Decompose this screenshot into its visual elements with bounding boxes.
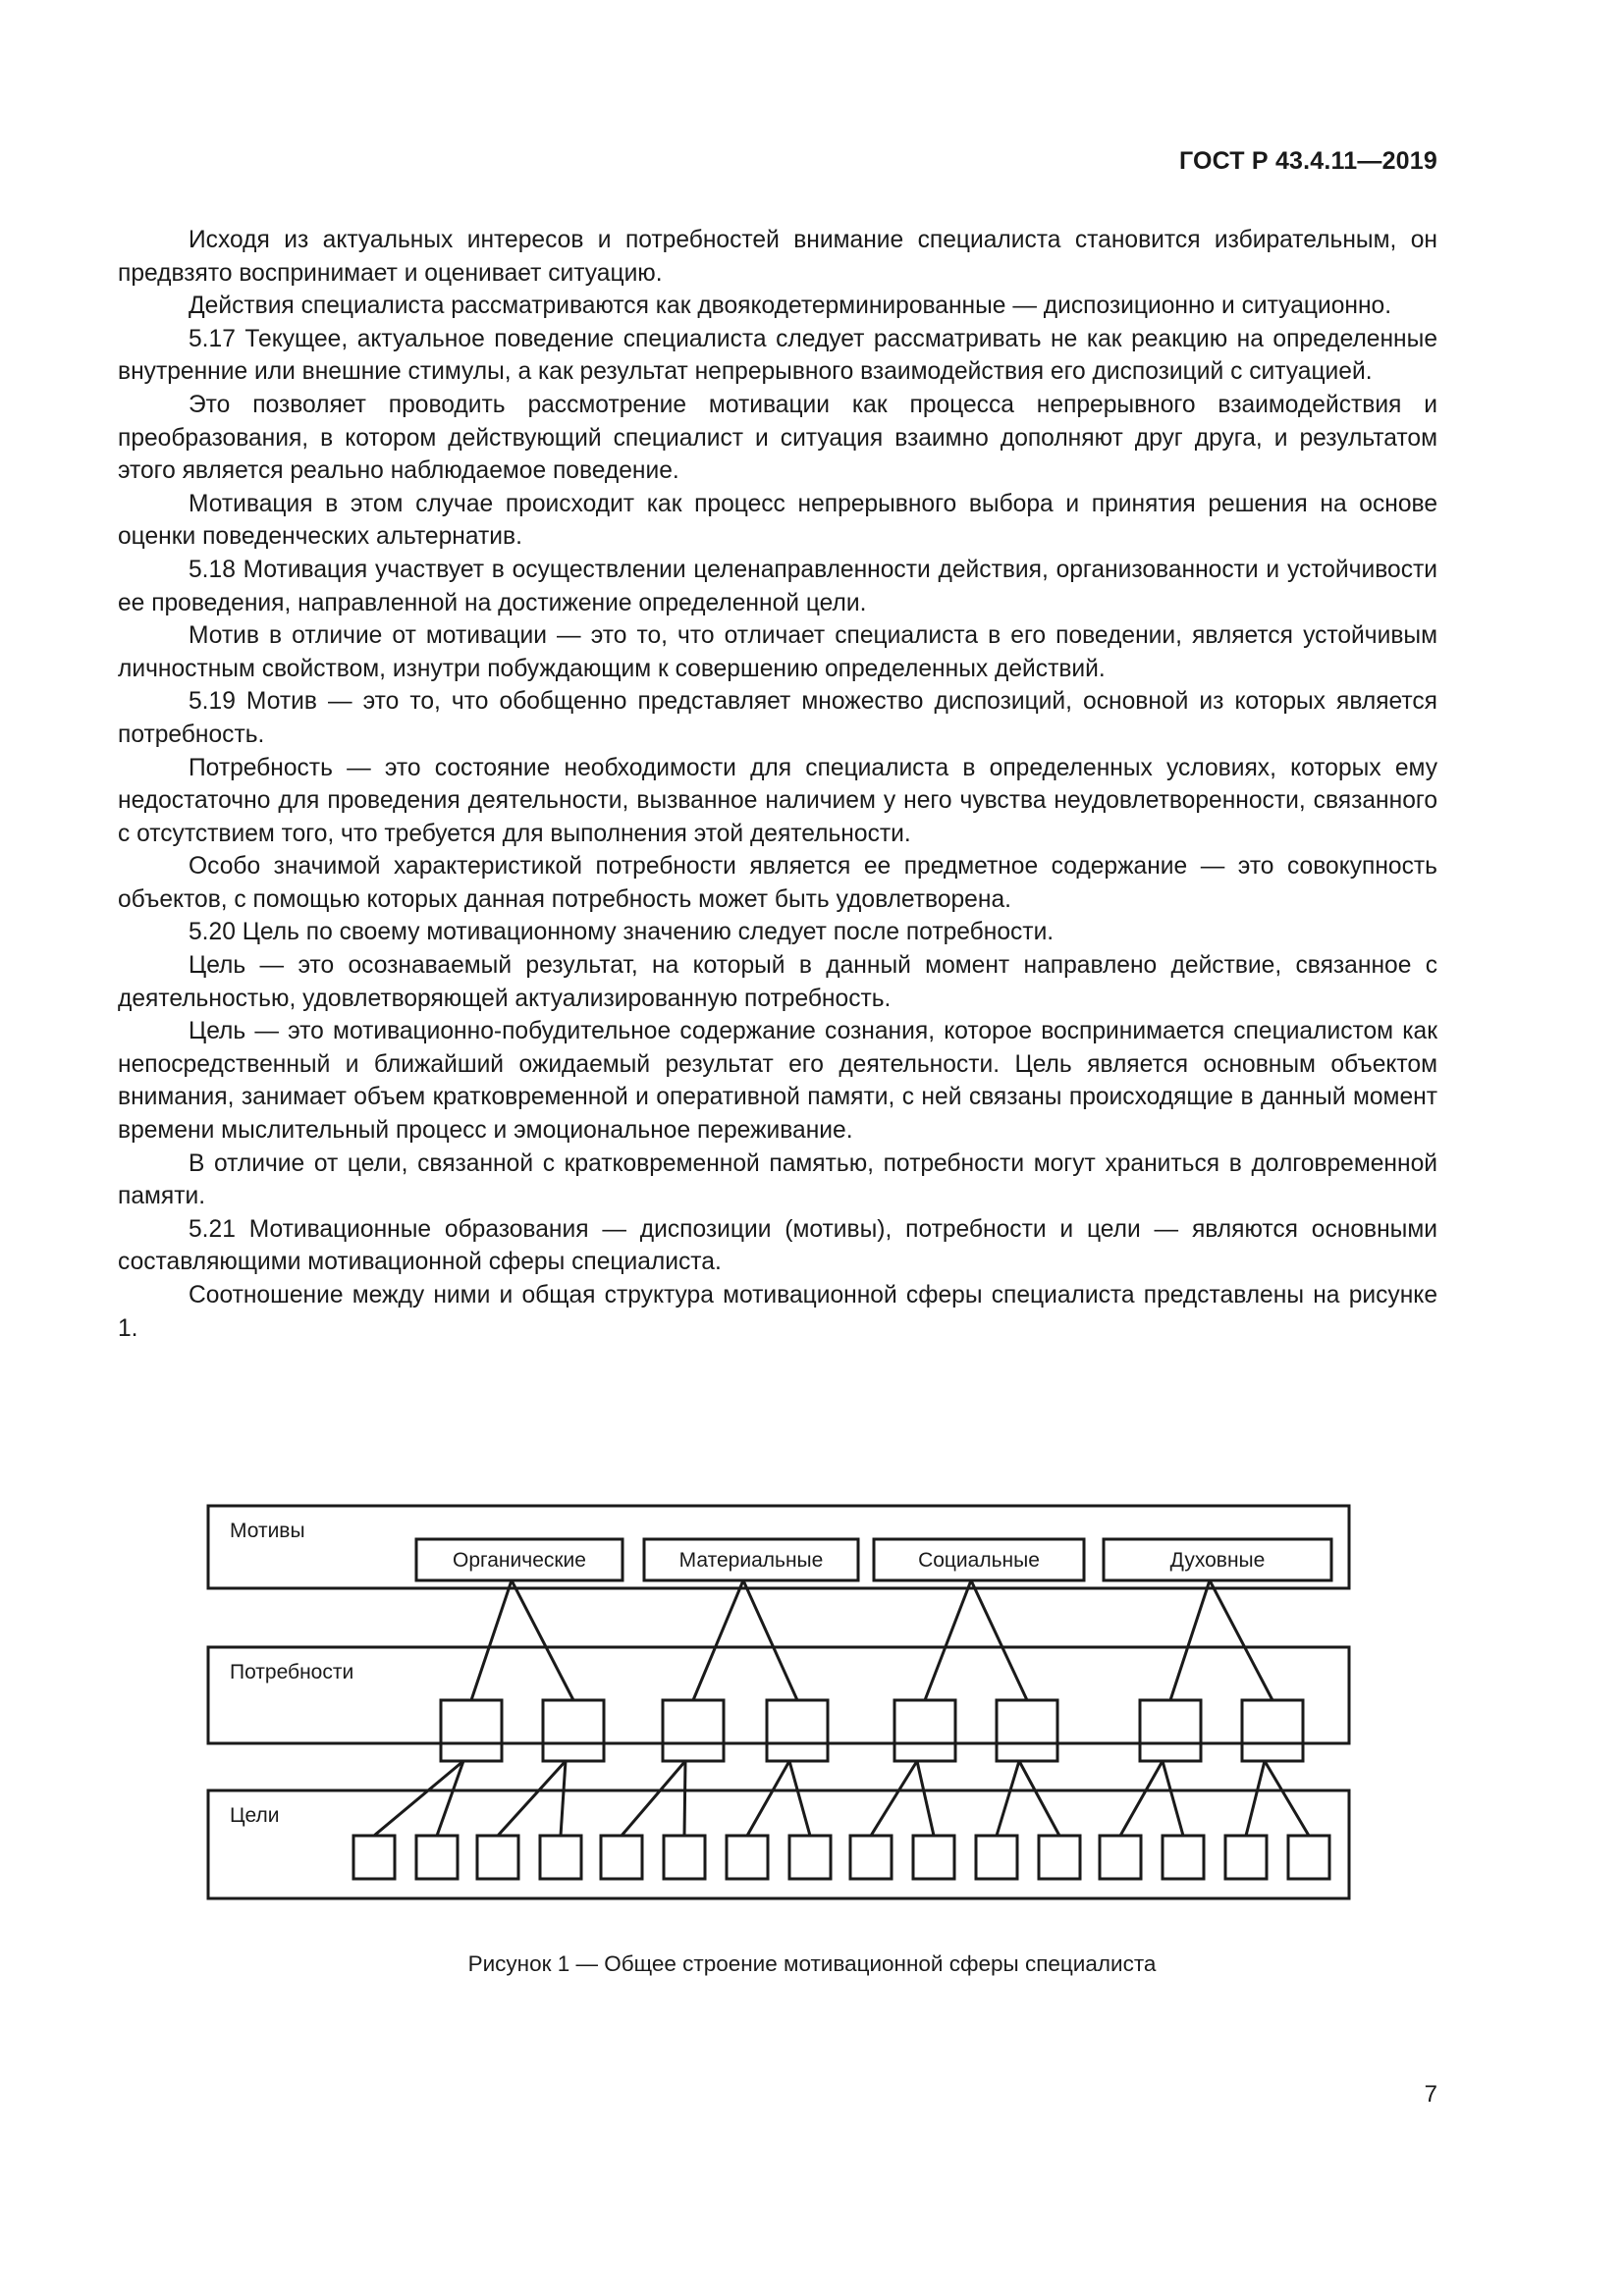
goal-box [416,1836,458,1879]
paragraph: Соотношение между ними и общая структура мотивационной сферы специалиста представлены на рисунке 1. [118,1282,1437,1342]
need-box [663,1700,724,1761]
paragraph: 5.21 Мотивационные образования — диспозиции (мотивы), потребности и цели — являются основными составляющими мотивационной сферы специалиста. [118,1215,1437,1276]
need-goal-connector [1163,1761,1183,1836]
paragraph: Цель — это мотивационно-побудительное содержание сознания, которое воспринимается специалистом как непосредственный и ближайший ожидаемый результат его деятельности. Цель является основным объектом внимания, занимает объем кратковременной и оперативной памяти, с ней связаны происходящие в данный момент времени мыслительный процесс и эмоциональное переживание. [118,1018,1437,1145]
need-box [543,1700,604,1761]
page-number: 7 [1424,2081,1437,2108]
need-goal-connector [917,1761,934,1836]
need-goal-connector [622,1761,685,1836]
row-label-needs: Потребности [230,1661,354,1683]
need-goal-connector [498,1761,566,1836]
paragraph: Потребность — это состояние необходимости для специалиста в определенных условиях, которых ему недостаточно для проведения деятельности, вызванное наличием у него чувства неудовлетворенности, связанного с отсутствием того, что требуется для выполнения этой деятельности. [118,754,1437,847]
need-box [894,1700,955,1761]
need-goal-connector [561,1761,566,1836]
motive-need-connector [693,1580,743,1700]
row-label-goals: Цели [230,1804,280,1827]
figure-caption: Рисунок 1 — Общее строение мотивационной сферы специалиста [467,1951,1157,1976]
paragraph: Действия специалиста рассматриваются как двоякодетерминированные — диспозиционно и ситуационно. [189,293,1392,320]
motive-need-connector [925,1580,971,1700]
need-goal-connector [684,1761,685,1836]
motive-label: Социальные [918,1549,1040,1572]
need-goal-connector [1019,1761,1059,1836]
paragraph: 5.20 Цель по своему мотивационному значению следует после потребности. [189,919,1055,946]
paragraph: Особо значимой характеристикой потребности является ее предметное содержание — это совокупность объектов, с помощью которых данная потребность может быть удовлетворена. [118,853,1437,913]
paragraph: 5.17 Текущее, актуальное поведение специалиста следует рассматривать не как реакцию на определенные внутренние или внешние стимулы, а как результат непрерывного взаимодействия его диспозиций с ситуацией. [118,325,1437,386]
document-header: ГОСТ Р 43.4.11—2019 [1178,147,1437,175]
goal-box [976,1836,1017,1879]
need-goal-connector [871,1761,917,1836]
motive-need-connector [1210,1580,1272,1700]
paragraph: Исходя из актуальных интересов и потребностей внимание специалиста становится избирательным, он предвзято воспринимает и оценивает ситуацию. [118,227,1437,287]
paragraph: 5.19 Мотив — это то, что обобщенно представляет множество диспозиций, основной из которых является потребность. [118,688,1437,748]
row-frame-goals [208,1790,1349,1898]
motive-need-connector [1170,1580,1210,1700]
need-goal-connector [789,1761,810,1836]
goal-box [1163,1836,1204,1879]
goal-box [664,1836,705,1879]
need-box [441,1700,502,1761]
goal-box [1100,1836,1141,1879]
need-goal-connector [747,1761,789,1836]
motive-label: Органические [453,1549,586,1572]
goal-box [353,1836,395,1879]
goal-box [850,1836,892,1879]
goal-box [1225,1836,1267,1879]
goal-box [913,1836,954,1879]
motive-label: Материальные [678,1549,824,1572]
motive-need-connector [471,1580,512,1700]
need-goal-connector [1246,1761,1265,1836]
diagram-canvas [204,1492,1353,1914]
need-goal-connector [997,1761,1019,1836]
paragraph: Мотивация в этом случае происходит как процесс непрерывного выбора и принятия решения на основе оценки поведенческих альтернатив. [118,490,1437,551]
paragraph: Мотив в отличие от мотивации — это то, что отличает специалиста в его поведении, является устойчивым личностным свойством, изнутри побуждающим к совершению определенных действий. [118,622,1437,682]
need-goal-connector [1265,1761,1309,1836]
row-frame-motives [208,1506,1349,1588]
motive-label: Духовные [1169,1549,1266,1572]
goal-box [789,1836,831,1879]
goal-box [1039,1836,1080,1879]
row-label-motives: Мотивы [230,1520,305,1542]
goal-box [1288,1836,1329,1879]
motive-need-connector [971,1580,1027,1700]
paragraph: В отличие от цели, связанной с кратковременной памятью, потребности могут храниться в долговременной памяти. [118,1149,1437,1210]
need-box [997,1700,1057,1761]
need-box [1140,1700,1201,1761]
motive-need-connector [512,1580,573,1700]
motive-need-connector [743,1580,797,1700]
need-box [1242,1700,1303,1761]
goal-box [727,1836,768,1879]
motivation-structure-diagram [204,1492,1353,1914]
body-text [118,224,1437,1345]
paragraph: Это позволяет проводить рассмотрение мотивации как процесса непрерывного взаимодействия и преобразования, в котором действующий специалист и ситуация взаимно дополняют друг друга, и результатом этого является реально наблюдаемое поведение. [118,391,1437,485]
goal-box [540,1836,581,1879]
goal-box [477,1836,518,1879]
paragraph: Цель — это осознаваемый результат, на который в данный момент направлено действие, связанное с деятельностью, удовлетворяющей актуализированную потребность. [118,952,1437,1012]
need-goal-connector [1120,1761,1163,1836]
goal-box [601,1836,642,1879]
need-box [767,1700,828,1761]
paragraph: 5.18 Мотивация участвует в осуществлении целенаправленности действия, организованности и устойчивости ее проведения, направленной на достижение определенной цели. [118,556,1437,616]
